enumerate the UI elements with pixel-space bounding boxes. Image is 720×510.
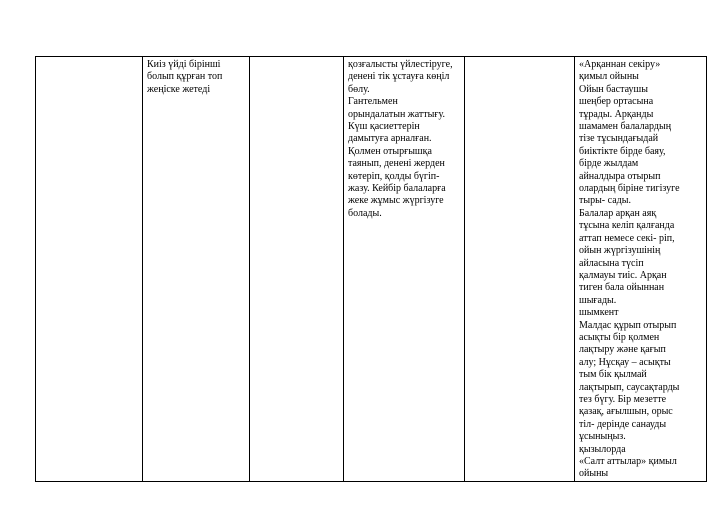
text-line: жеке жұмыс жүргізуге	[348, 195, 444, 207]
text-line: орындалатын жаттығу.	[348, 108, 445, 120]
text-line: таянып, денені жерден	[348, 158, 445, 170]
text-line: бірде жылдам	[579, 158, 639, 170]
text-line: «Арқаннан секіру»	[579, 59, 661, 70]
text-line: қызылорда	[579, 443, 626, 455]
games-text	[579, 59, 703, 481]
text-line: Гантельмен	[348, 96, 398, 108]
text-line: Балалар арқан аяқ	[579, 207, 657, 219]
text-line: айласына түсіп	[579, 257, 644, 269]
text-line: ойыны	[579, 468, 609, 480]
text-line: қимыл ойыны	[579, 71, 639, 83]
text-line: дамытуға арналған.	[348, 133, 432, 145]
text-line: тыры- сады.	[579, 195, 631, 207]
outcome-text	[147, 59, 246, 96]
text-line: шеңбер ортасына	[579, 96, 654, 108]
text-line: тұсына келіп қалғанда	[579, 220, 675, 232]
table-cell-outcome	[143, 57, 250, 482]
table-cell-empty-5	[465, 57, 575, 482]
text-line: тұрады. Арқанды	[579, 108, 654, 120]
text-line: шығады.	[579, 294, 617, 306]
text-line: Күш қасиеттерін	[348, 121, 420, 133]
text-line: бөлу.	[348, 83, 370, 95]
table-cell-empty-3	[250, 57, 344, 482]
text-line: қалмауы тиіс. Арқан	[579, 269, 667, 281]
table-cell-empty-1	[36, 57, 143, 482]
text-line: Киіз үйді бірінші	[147, 59, 221, 70]
text-line: болып құрған топ	[147, 71, 223, 83]
text-line: жеңіске жетеді	[147, 83, 211, 95]
text-line: Малдас құрып отырып	[579, 319, 677, 331]
text-line: шамамен балалардың	[579, 121, 672, 133]
text-line: қазақ, ағылшын, орыс	[579, 406, 673, 418]
text-line: тиген бала ойыннан	[579, 282, 665, 294]
exercise-text	[348, 59, 461, 220]
text-line: асықты бір қолмен	[579, 331, 660, 343]
table-row	[36, 57, 707, 482]
text-line: ұсыныңыз.	[579, 431, 626, 443]
text-line: олардың біріне тигізуге	[579, 183, 680, 195]
table-cell-games	[575, 57, 707, 482]
text-line: қозғалысты үйлестіруге,	[348, 59, 453, 70]
text-line: ойын жүргізушінің	[579, 245, 661, 257]
text-line: аттап немесе секі- ріп,	[579, 232, 675, 244]
text-line: тез бүгу. Бір мезетте	[579, 393, 667, 405]
text-line: жазу. Кейбір балаларға	[348, 183, 446, 195]
text-line: шымкент	[579, 307, 619, 319]
text-line: тым бік қылмай	[579, 369, 647, 381]
text-line: болады.	[348, 207, 382, 219]
text-line: Қолмен отырғышқа	[348, 145, 432, 157]
text-line: денені тік ұстауға көңіл	[348, 71, 450, 83]
table-cell-exercise	[344, 57, 465, 482]
text-line: Ойын бастаушы	[579, 83, 648, 95]
text-line: көтеріп, қолды бүгіп-	[348, 170, 440, 182]
text-line: лақтыру және қағып	[579, 344, 666, 356]
activity-table	[35, 56, 707, 482]
text-line: тіл- дерінде санауды	[579, 418, 667, 430]
text-line: лақтырып, саусақтарды	[579, 381, 680, 393]
text-line: биіктікте бірде баяу,	[579, 145, 666, 157]
text-line: айналдыра отырып	[579, 170, 661, 182]
text-line: алу; Нұсқау – асықты	[579, 356, 671, 368]
text-line: «Салт аттылар» қимыл	[579, 456, 677, 467]
text-line: тізе тұсындағыдай	[579, 133, 659, 145]
